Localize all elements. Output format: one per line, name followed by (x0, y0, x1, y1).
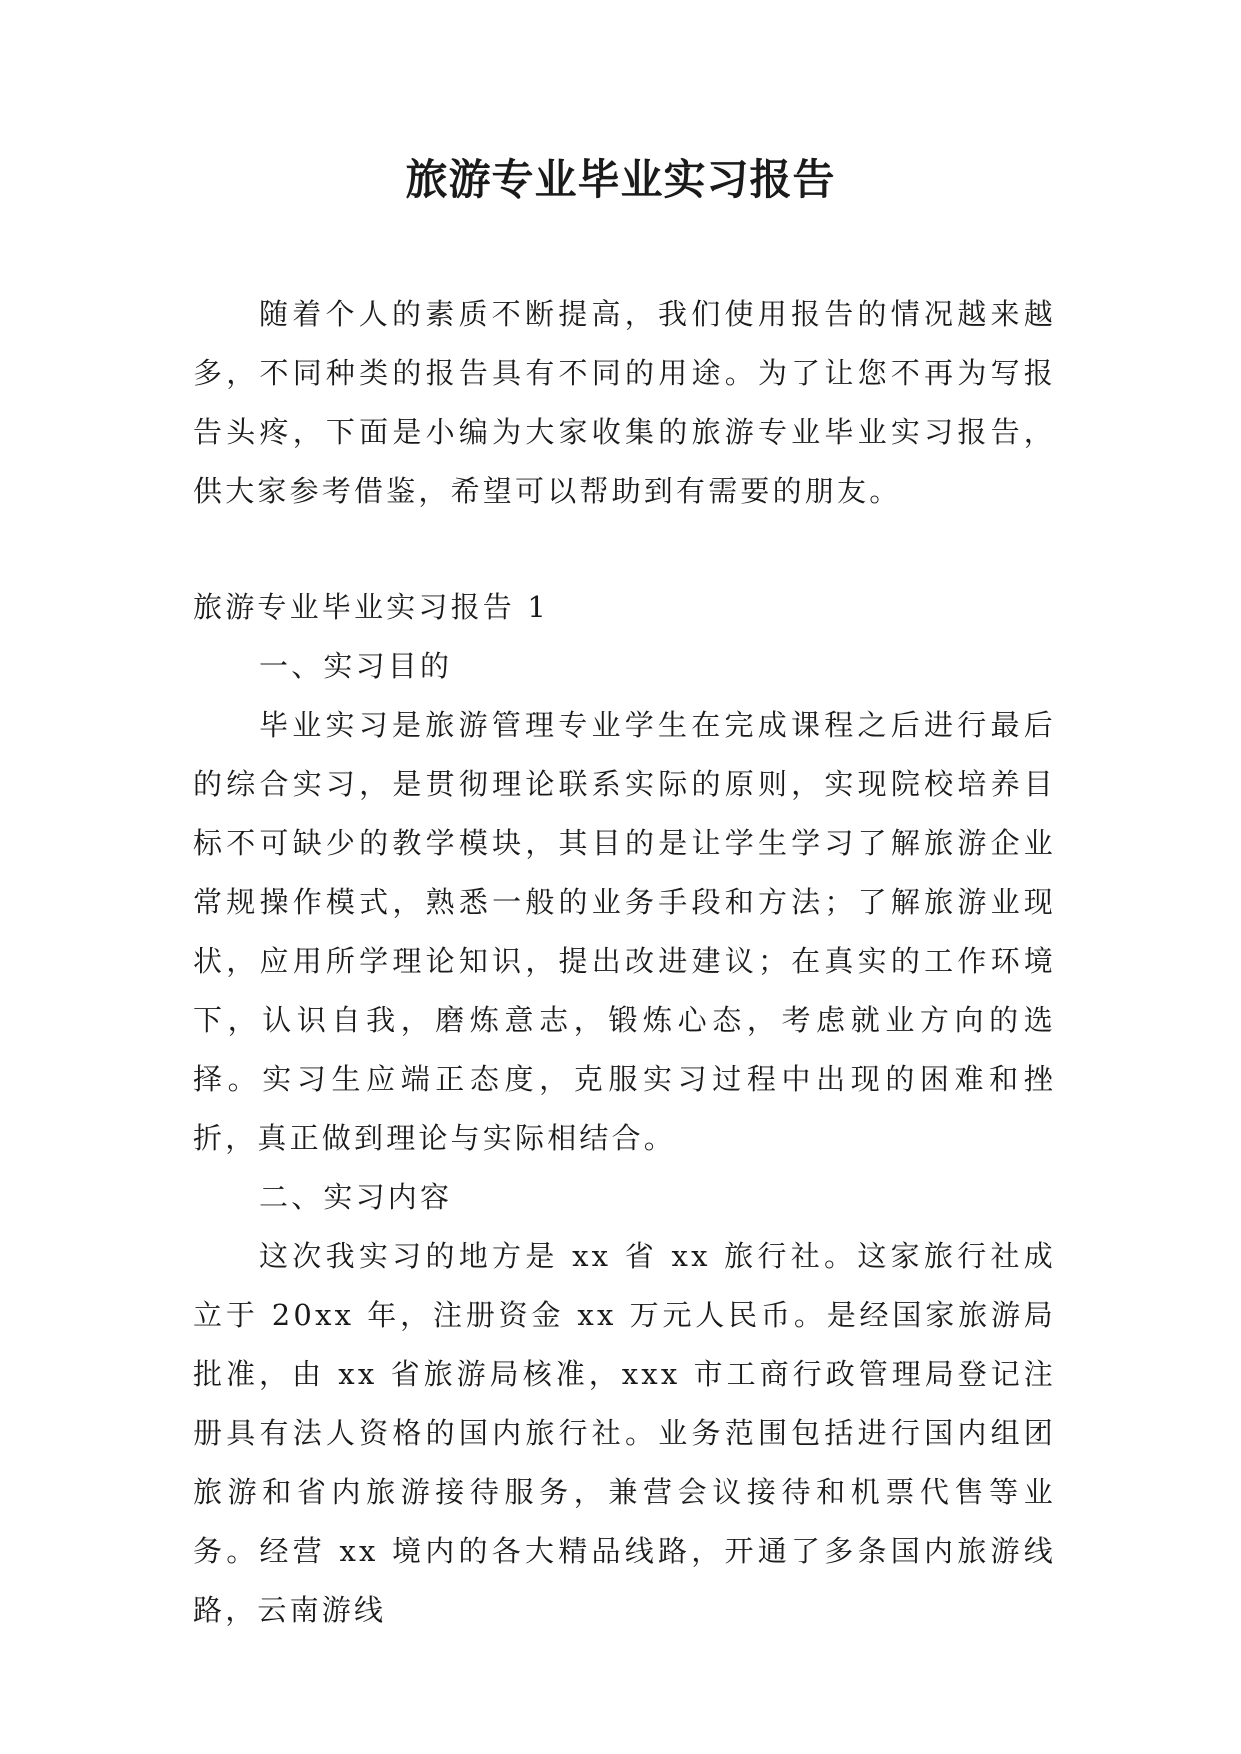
section-heading-purpose: 一、实习目的 (259, 649, 453, 683)
intro-paragraph: 随着个人的素质不断提高，我们使用报告的情况越来越多，不同种类的报告具有不同的用途。为了让您不再为写报告头疼，下面是小编为大家收集的旅游专业毕业实习报告，供大家参考借鉴，希望可以帮助到有需要的朋友。 (193, 297, 1056, 508)
section-heading-content: 二、实习内容 (259, 1180, 453, 1214)
section-paragraph-content: 这次我实习的地方是 xx 省 xx 旅行社。这家旅行社成立于 20xx 年，注册资金 xx 万元人民币。是经国家旅游局批准，由 xx 省旅游局核准，xxx 市工商行政管理局登记注册具有法人资格的国内旅行社。业务范围包括进行国内组团旅游和省内旅游接待服务，兼营会议接待和机票代售等业务。经营 xx 境内的各大精品线路，开通了多条国内旅游线路，云南游线 (193, 1239, 1056, 1627)
document-title: 旅游专业毕业实习报告 (405, 155, 836, 204)
report-heading: 旅游专业毕业实习报告 1 (193, 590, 550, 624)
section-paragraph-purpose: 毕业实习是旅游管理专业学生在完成课程之后进行最后的综合实习，是贯彻理论联系实际的原则，实现院校培养目标不可缺少的教学模块，其目的是让学生学习了解旅游企业常规操作模式，熟悉一般的业务手段和方法；了解旅游业现状，应用所学理论知识，提出改进建议；在真实的工作环境下，认识自我，磨炼意志，锻炼心态，考虑就业方向的选择。实习生应端正态度，克服实习过程中出现的困难和挫折，真正做到理论与实际相结合。 (193, 708, 1056, 1155)
